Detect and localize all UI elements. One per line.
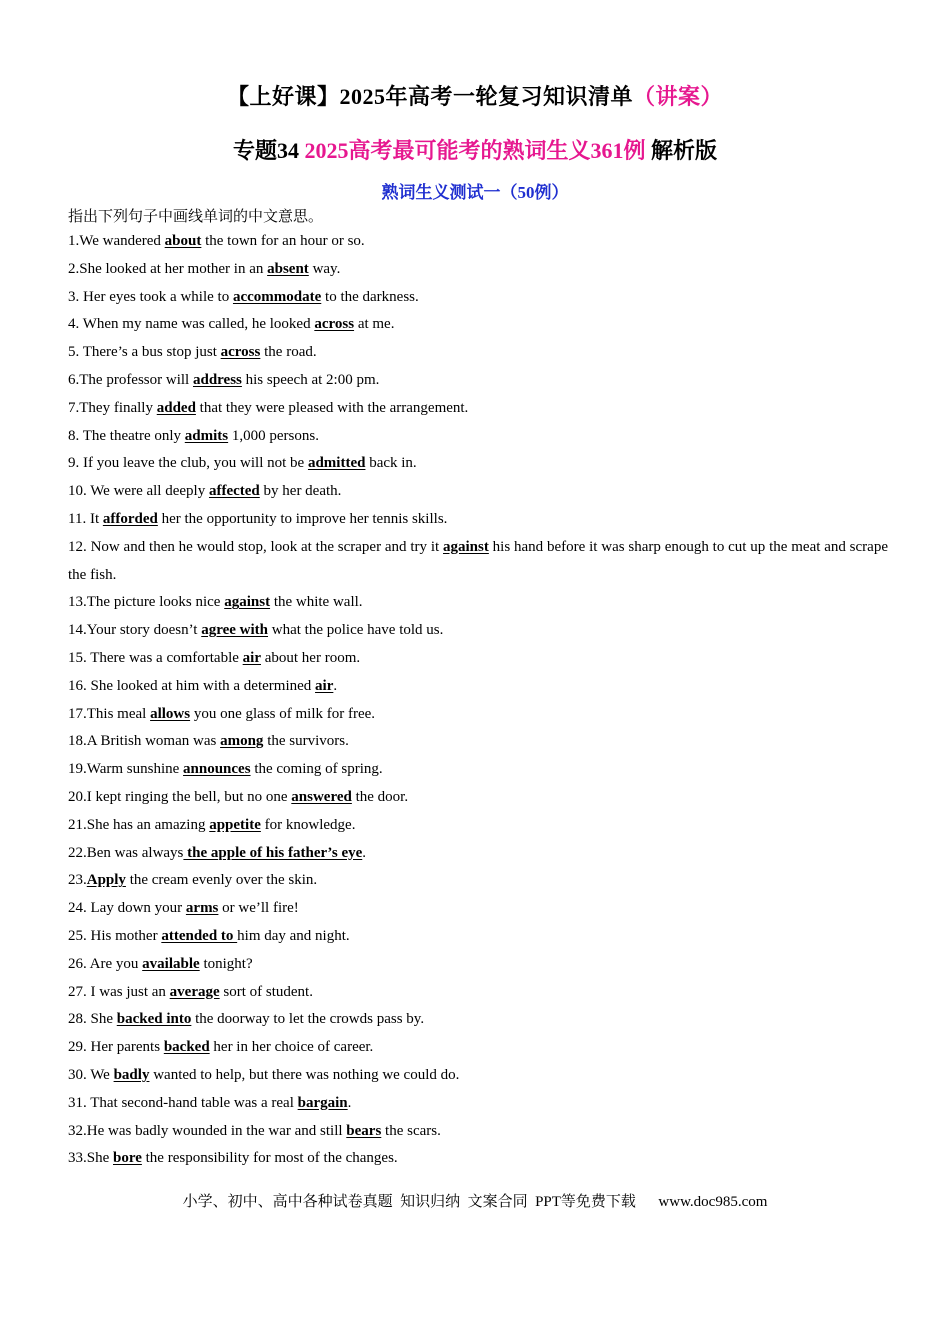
question-text-after: you one glass of milk for free. bbox=[190, 705, 376, 722]
underlined-keyword: against bbox=[224, 594, 271, 611]
question-text-after: 1,000 persons. bbox=[228, 427, 319, 444]
underlined-keyword: against bbox=[443, 538, 489, 555]
subtitle-topic: 2025高考最可能考的熟词生义361例 bbox=[304, 138, 646, 163]
question-text-after: his speech at 2:00 pm. bbox=[241, 371, 380, 388]
question-item bbox=[68, 701, 888, 729]
underlined-keyword: backed into bbox=[116, 1011, 192, 1028]
question-text-before: 11. It bbox=[68, 510, 103, 527]
question-item bbox=[68, 1145, 888, 1173]
question-text-before: 31. That second-hand table was a real bbox=[68, 1094, 298, 1111]
question-text-after: the road. bbox=[260, 344, 317, 361]
question-text-before: 23. bbox=[68, 872, 87, 889]
underlined-keyword: affected bbox=[208, 483, 260, 500]
question-text-before: 25. His mother bbox=[68, 927, 162, 944]
underlined-keyword: appetite bbox=[209, 816, 261, 833]
question-item bbox=[68, 1006, 888, 1034]
underlined-keyword: answered bbox=[291, 788, 352, 805]
question-item bbox=[68, 1034, 888, 1062]
question-text-after: tonight? bbox=[199, 955, 253, 972]
question-text-before: 29. Her parents bbox=[68, 1039, 164, 1056]
question-text-before: 9. If you leave the club, you will not be bbox=[68, 455, 308, 472]
underlined-keyword: badly bbox=[113, 1066, 150, 1083]
question-text-after: the survivors. bbox=[263, 733, 349, 750]
underlined-keyword: added bbox=[156, 399, 196, 416]
question-text-after: the responsibility for most of the changes. bbox=[141, 1150, 398, 1167]
question-item bbox=[68, 979, 888, 1007]
underlined-keyword: admitted bbox=[307, 455, 366, 472]
underlined-keyword: afforded bbox=[102, 510, 158, 527]
question-text-after: her in her choice of career. bbox=[209, 1039, 374, 1056]
instruction-text: 指出下列句子中画线单词的中文意思。 bbox=[68, 209, 324, 225]
underlined-keyword: among bbox=[220, 733, 264, 750]
question-item bbox=[68, 645, 888, 673]
underlined-keyword: across bbox=[314, 316, 355, 333]
question-item bbox=[68, 423, 888, 451]
question-text-after: by her death. bbox=[259, 483, 342, 500]
question-text-before: 10. We were all deeply bbox=[68, 483, 209, 500]
question-text-before: 21.She has an amazing bbox=[68, 816, 210, 833]
question-text-after: that they were pleased with the arrangement. bbox=[195, 399, 469, 416]
question-text-after: . bbox=[333, 677, 338, 694]
question-text-before: 24. Lay down your bbox=[68, 900, 186, 917]
question-text-before: 28. She bbox=[68, 1011, 117, 1028]
question-item bbox=[68, 1062, 888, 1090]
question-item bbox=[68, 450, 888, 478]
underlined-keyword: address bbox=[192, 371, 242, 388]
question-text-after: way. bbox=[308, 260, 341, 277]
question-item bbox=[68, 867, 888, 895]
title-main: 【上好课】2025年高考一轮复习知识清单 bbox=[226, 84, 633, 109]
underlined-keyword: about bbox=[164, 233, 202, 249]
subtitle-prefix: 专题34 bbox=[232, 138, 305, 163]
question-text-before: 6.The professor will bbox=[68, 371, 193, 388]
question-item bbox=[68, 923, 888, 951]
question-text-after: for knowledge. bbox=[260, 816, 356, 833]
section-title: 熟词生义测试一（50例） bbox=[381, 183, 569, 202]
question-item bbox=[68, 534, 888, 590]
question-item bbox=[68, 812, 888, 840]
question-item bbox=[68, 284, 888, 312]
subtitle-suffix: 解析版 bbox=[645, 138, 718, 163]
question-text-before: 27. I was just an bbox=[68, 983, 170, 1000]
question-text-after: his hand before it was sharp enough to cut up the meat and scrape the fish. bbox=[68, 538, 888, 583]
underlined-keyword: accommodate bbox=[232, 288, 322, 305]
question-item bbox=[68, 728, 888, 756]
question-text-after: the coming of spring. bbox=[250, 761, 383, 778]
question-item bbox=[68, 617, 888, 645]
question-item bbox=[68, 367, 888, 395]
question-text-after: him day and night. bbox=[237, 927, 350, 944]
question-item bbox=[68, 1118, 888, 1146]
question-text-after: the town for an hour or so. bbox=[201, 233, 365, 249]
underlined-keyword: arms bbox=[185, 900, 219, 917]
question-item bbox=[68, 756, 888, 784]
underlined-keyword: attended to bbox=[161, 927, 238, 944]
question-text-after: the doorway to let the crowds pass by. bbox=[191, 1011, 425, 1028]
question-text-before: 14.Your story doesn’t bbox=[68, 622, 202, 639]
question-list bbox=[68, 228, 888, 1173]
title-tag: （讲案） bbox=[633, 84, 724, 109]
question-text-after: sort of student. bbox=[219, 983, 313, 1000]
underlined-keyword: air bbox=[315, 677, 334, 694]
question-text-before: 13.The picture looks nice bbox=[68, 594, 225, 611]
question-text-before: 3. Her eyes took a while to bbox=[68, 288, 233, 305]
question-text-after: wanted to help, but there was nothing we could do. bbox=[149, 1066, 460, 1083]
underlined-keyword: agree with bbox=[201, 622, 269, 639]
underlined-keyword: across bbox=[220, 344, 261, 361]
question-text-before: 26. Are you bbox=[68, 955, 143, 972]
question-text-before: 2.She looked at her mother in an bbox=[68, 260, 268, 277]
question-text-after: about her room. bbox=[260, 649, 361, 666]
question-item bbox=[68, 478, 888, 506]
question-item bbox=[68, 256, 888, 284]
question-text-after: to the darkness. bbox=[321, 288, 419, 305]
question-text-before: 32.He was badly wounded in the war and still bbox=[68, 1122, 347, 1139]
underlined-keyword: air bbox=[242, 649, 261, 666]
underlined-keyword: absent bbox=[267, 260, 309, 277]
underlined-keyword: allows bbox=[150, 705, 191, 722]
underlined-keyword: available bbox=[142, 955, 200, 972]
question-item bbox=[68, 951, 888, 979]
question-text-before: 18.A British woman was bbox=[68, 733, 221, 750]
underlined-keyword: bore bbox=[113, 1150, 142, 1167]
question-text-before: 15. There was a comfortable bbox=[68, 649, 243, 666]
question-text-before: 1.We wandered bbox=[68, 233, 165, 249]
question-text-after: . bbox=[347, 1094, 352, 1111]
underlined-keyword: the apple of his father’s eye bbox=[183, 844, 363, 861]
question-item bbox=[68, 228, 888, 256]
underlined-keyword: bargain bbox=[297, 1094, 348, 1111]
question-text-before: 17.This meal bbox=[68, 705, 151, 722]
question-text-after: the cream evenly over the skin. bbox=[125, 872, 318, 889]
question-text-after: what the police have told us. bbox=[268, 622, 444, 639]
question-text-before: 12. Now and then he would stop, look at the scraper and try it bbox=[68, 538, 444, 555]
question-text-after: back in. bbox=[365, 455, 417, 472]
question-text-before: 5. There’s a bus stop just bbox=[68, 344, 221, 361]
question-text-after: the door. bbox=[351, 788, 409, 805]
question-text-after: the scars. bbox=[381, 1122, 441, 1139]
question-text-before: 30. We bbox=[68, 1066, 114, 1083]
question-item bbox=[68, 840, 888, 868]
document-title bbox=[0, 80, 950, 111]
question-item bbox=[68, 339, 888, 367]
question-item bbox=[68, 311, 888, 339]
question-item bbox=[68, 589, 888, 617]
question-text-after: at me. bbox=[354, 316, 395, 333]
question-text-before: 20.I kept ringing the bell, but no one bbox=[68, 788, 292, 805]
underlined-keyword: bears bbox=[346, 1122, 382, 1139]
question-item bbox=[68, 1090, 888, 1118]
document-subtitle bbox=[0, 134, 950, 165]
question-text-before: 33.She bbox=[68, 1150, 113, 1167]
question-text-before: 4. When my name was called, he looked bbox=[68, 316, 315, 333]
question-text-after: or we’ll fire! bbox=[218, 900, 299, 917]
footer-text: 小学、初中、高中各种试卷真题 知识归纳 文案合同 PPT等免费下载 www.doc985.com bbox=[182, 1194, 768, 1210]
question-text-before: 8. The theatre only bbox=[68, 427, 185, 444]
underlined-keyword: average bbox=[169, 983, 220, 1000]
question-text-before: 19.Warm sunshine bbox=[68, 761, 184, 778]
question-text-before: 22.Ben was always bbox=[68, 844, 184, 861]
question-item bbox=[68, 673, 888, 701]
question-text-after: . bbox=[362, 844, 367, 861]
question-text-after: the white wall. bbox=[270, 594, 363, 611]
question-text-before: 7.They finally bbox=[68, 399, 157, 416]
question-item bbox=[68, 895, 888, 923]
question-text-after: her the opportunity to improve her tennis skills. bbox=[157, 510, 448, 527]
underlined-keyword: admits bbox=[184, 427, 229, 444]
underlined-keyword: Apply bbox=[86, 872, 126, 889]
underlined-keyword: backed bbox=[163, 1039, 210, 1056]
question-item bbox=[68, 784, 888, 812]
underlined-keyword: announces bbox=[183, 761, 251, 778]
question-item bbox=[68, 395, 888, 423]
question-item bbox=[68, 506, 888, 534]
question-text-before: 16. She looked at him with a determined bbox=[68, 677, 316, 694]
